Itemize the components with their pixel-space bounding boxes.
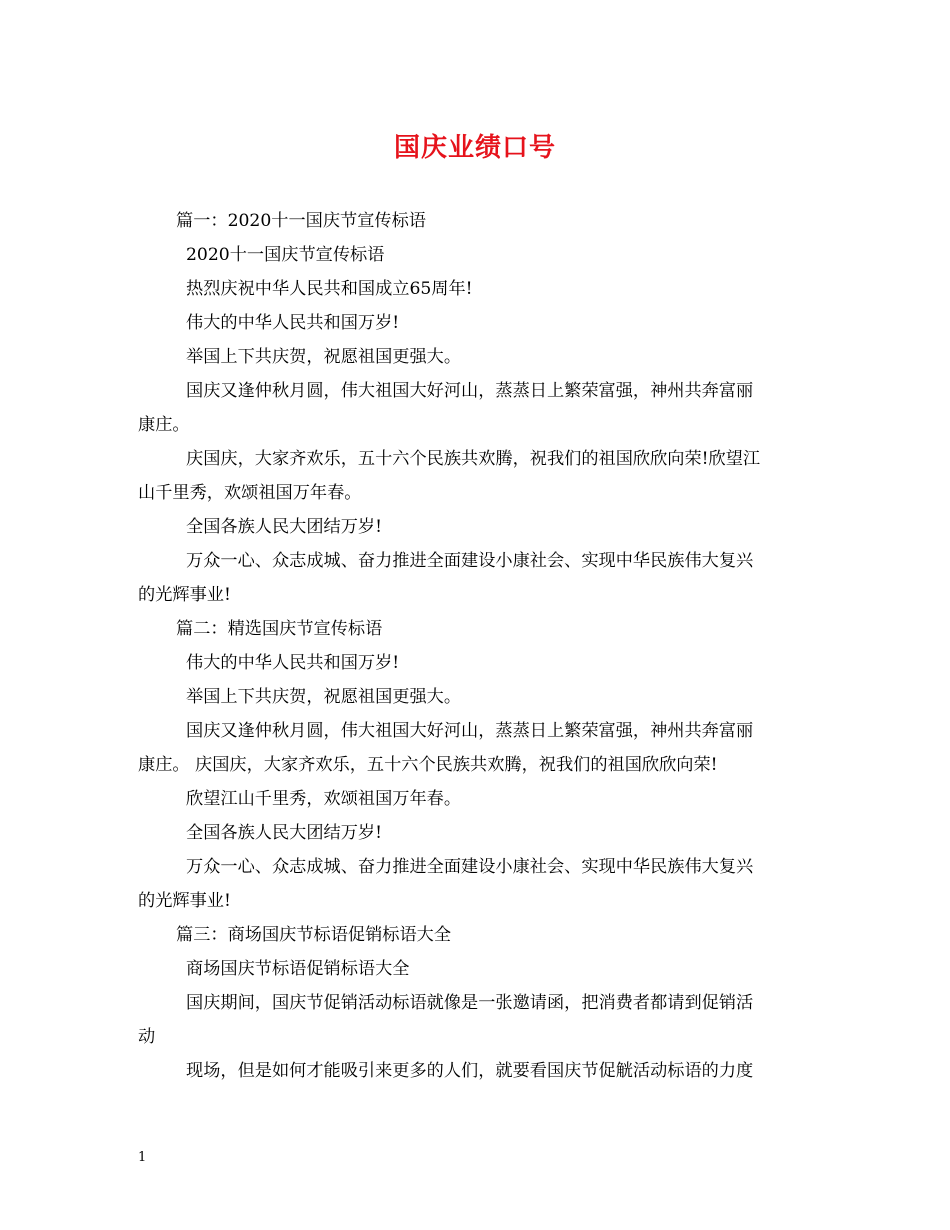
section-heading: 篇一：2020十一国庆节宣传标语: [176, 211, 426, 231]
body-line: 的光辉事业!: [138, 585, 231, 605]
body-line: 欣望江山千里秀，欢颂祖国万年春。: [186, 789, 462, 809]
section-heading: 篇三：商场国庆节标语促销标语大全: [176, 925, 452, 945]
body-line: 万众一心、众志成城、奋力推进全面建设小康社会、实现中华民族伟大复兴: [186, 857, 754, 877]
body-line: 商场国庆节标语促销标语大全: [186, 959, 410, 979]
body-line: 2020十一国庆节宣传标语: [186, 245, 385, 265]
body-line: 万众一心、众志成城、奋力推进全面建设小康社会、实现中华民族伟大复兴: [186, 551, 754, 571]
body-line: 伟大的中华人民共和国万岁!: [186, 313, 400, 333]
body-line: 全国各族人民大团结万岁!: [186, 517, 382, 537]
body-line: 康庄。 庆国庆，大家齐欢乐，五十六个民族共欢腾，祝我们的祖国欣欣向荣!: [138, 755, 718, 775]
body-line: 国庆又逢仲秋月圆，伟大祖国大好河山，蒸蒸日上繁荣富强，神州共奔富丽: [186, 721, 754, 741]
body-line: 现场，但是如何才能吸引来更多的人们，就要看国庆节促觥活动标语的力度: [186, 1061, 754, 1081]
body-line: 全国各族人民大团结万岁!: [186, 823, 382, 843]
body-line: 国庆又逢仲秋月圆，伟大祖国大好河山，蒸蒸日上繁荣富强，神州共奔富丽: [186, 381, 754, 401]
page-number: 1: [138, 1150, 147, 1165]
body-line: 动: [138, 1027, 156, 1047]
body-line: 举国上下共庆贺，祝愿祖国更强大。: [186, 687, 462, 707]
body-line: 康庄。: [138, 415, 190, 435]
document-body: [138, 204, 814, 1088]
body-line: 山千里秀，欢颂祖国万年春。: [138, 483, 362, 503]
document-title: 国庆业绩口号: [393, 133, 556, 163]
body-line: 国庆期间，国庆节促销活动标语就像是一张邀请函，把消费者都请到促销活: [186, 993, 754, 1013]
body-line: 热烈庆祝中华人民共和国成立65周年!: [186, 279, 473, 299]
section-heading: 篇二：精选国庆节宣传标语: [176, 619, 383, 639]
body-line: 举国上下共庆贺，祝愿祖国更强大。: [186, 347, 462, 367]
body-line: 的光辉事业!: [138, 891, 231, 911]
body-line: 庆国庆，大家齐欢乐，五十六个民族共欢腾，祝我们的祖国欣欣向荣!欣望江: [186, 449, 761, 469]
body-line: 伟大的中华人民共和国万岁!: [186, 653, 400, 673]
